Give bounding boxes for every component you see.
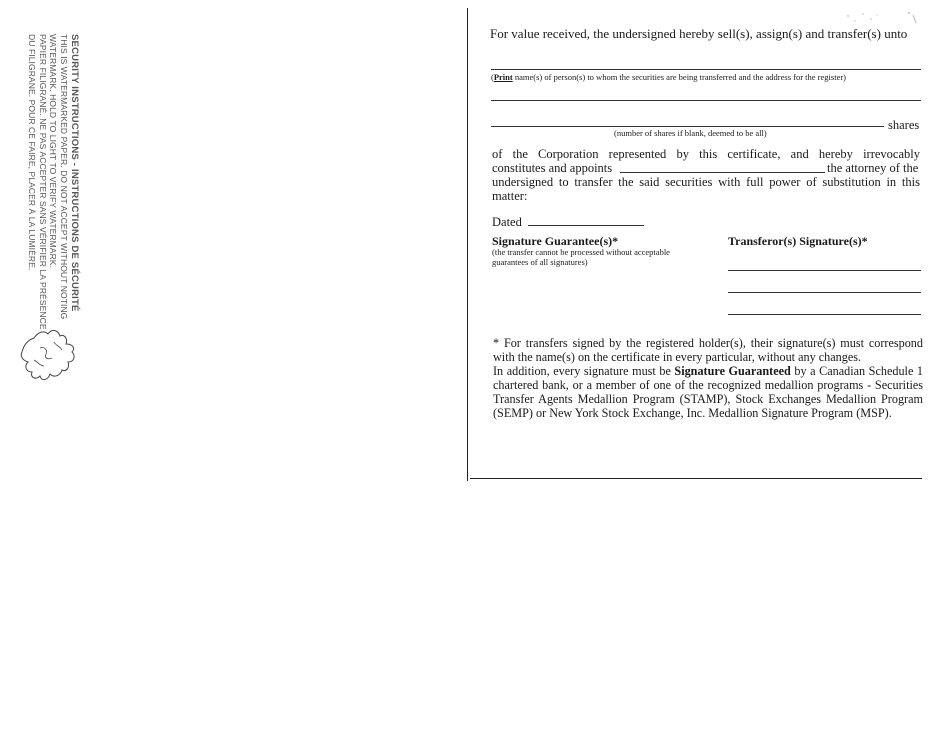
scan-specks bbox=[843, 9, 923, 27]
shares-label: shares bbox=[888, 118, 920, 132]
security-line: WATERMARK. HOLD TO LIGHT TO VERIFY WATERMARK. bbox=[48, 34, 59, 269]
transferor-signature-line[interactable] bbox=[728, 270, 921, 271]
transferor-signature-heading: Transferor(s) Signature(s)* bbox=[728, 234, 868, 248]
signature-guarantee-heading: Signature Guarantee(s)* bbox=[492, 234, 619, 248]
dated-line[interactable] bbox=[528, 225, 644, 226]
security-strip bbox=[0, 0, 120, 736]
security-line: THIS IS WATERMARKED PAPER. DO NOT ACCEPT WITHOUT NOTING bbox=[59, 34, 69, 320]
corporation-paragraph-line: of the Corporation represented by this certificate, and hereby irrevocably bbox=[492, 147, 920, 161]
canada-map-logo bbox=[14, 318, 82, 390]
security-line: DU FILIGRANE. POUR CE FAIRE, PLACER À LA LUMIÈRE. bbox=[27, 34, 38, 271]
transfer-intro-text: For value received, the undersigned hereby sell(s), assign(s) and transfer(s) unto bbox=[490, 26, 908, 41]
dated-label: Dated bbox=[492, 215, 522, 229]
panel-bottom-border bbox=[470, 478, 922, 479]
print-name-instruction: (Print name(s) of person(s) to whom the securities are being transferred and the address for the register) bbox=[491, 72, 846, 82]
signature-guarantee-note: (the transfer cannot be processed without acceptable guarantees of all signatures) bbox=[492, 247, 670, 267]
transferor-signature-line[interactable] bbox=[728, 314, 921, 315]
footnote-paragraph-1: * For transfers signed by the registered holder(s), their signature(s) must correspond with the name(s) on the certificate in every particular, without any changes. bbox=[493, 336, 923, 364]
security-instructions bbox=[27, 34, 80, 330]
transferee-name-line[interactable] bbox=[491, 69, 921, 70]
matter-text: matter: bbox=[492, 189, 528, 203]
appoints-text: constitutes and appoints bbox=[492, 161, 613, 175]
transferee-address-line[interactable] bbox=[491, 100, 921, 101]
panel-left-border bbox=[467, 8, 468, 481]
attorney-line[interactable] bbox=[620, 172, 825, 173]
signature-footnote bbox=[493, 336, 923, 420]
footnote-paragraph-2: In addition, every signature must be Signature Guaranteed by a Canadian Schedule 1 chartered bank, or a member of one of the recognized medallion programs - Securities Transfer Agents Medallion Program (STAMP), Stock Exchanges Medallion Program (SEMP) or New York Stock Exchange, Inc. Medallion Signature Program (MSP). bbox=[493, 364, 924, 420]
security-title: SECURITY INSTRUCTIONS - INSTRUCTIONS DE SÉCURITÉ bbox=[69, 34, 80, 312]
number-of-shares-line[interactable] bbox=[491, 126, 884, 127]
transferor-signature-line[interactable] bbox=[728, 292, 921, 293]
shares-note: (number of shares if blank, deemed to be all) bbox=[614, 128, 767, 138]
attorney-text: the attorney of the bbox=[827, 161, 919, 175]
signature-guaranteed-bold: Signature Guaranteed bbox=[674, 364, 791, 378]
substitution-text: undersigned to transfer the said securities with full power of substitution in this bbox=[492, 175, 920, 189]
security-line: PAPIER FILIGRANÉ. NE PAS ACCEPTER SANS VÉRIFIER LA PRÉSENCE bbox=[38, 34, 48, 330]
print-label-bold: Print bbox=[493, 72, 513, 82]
